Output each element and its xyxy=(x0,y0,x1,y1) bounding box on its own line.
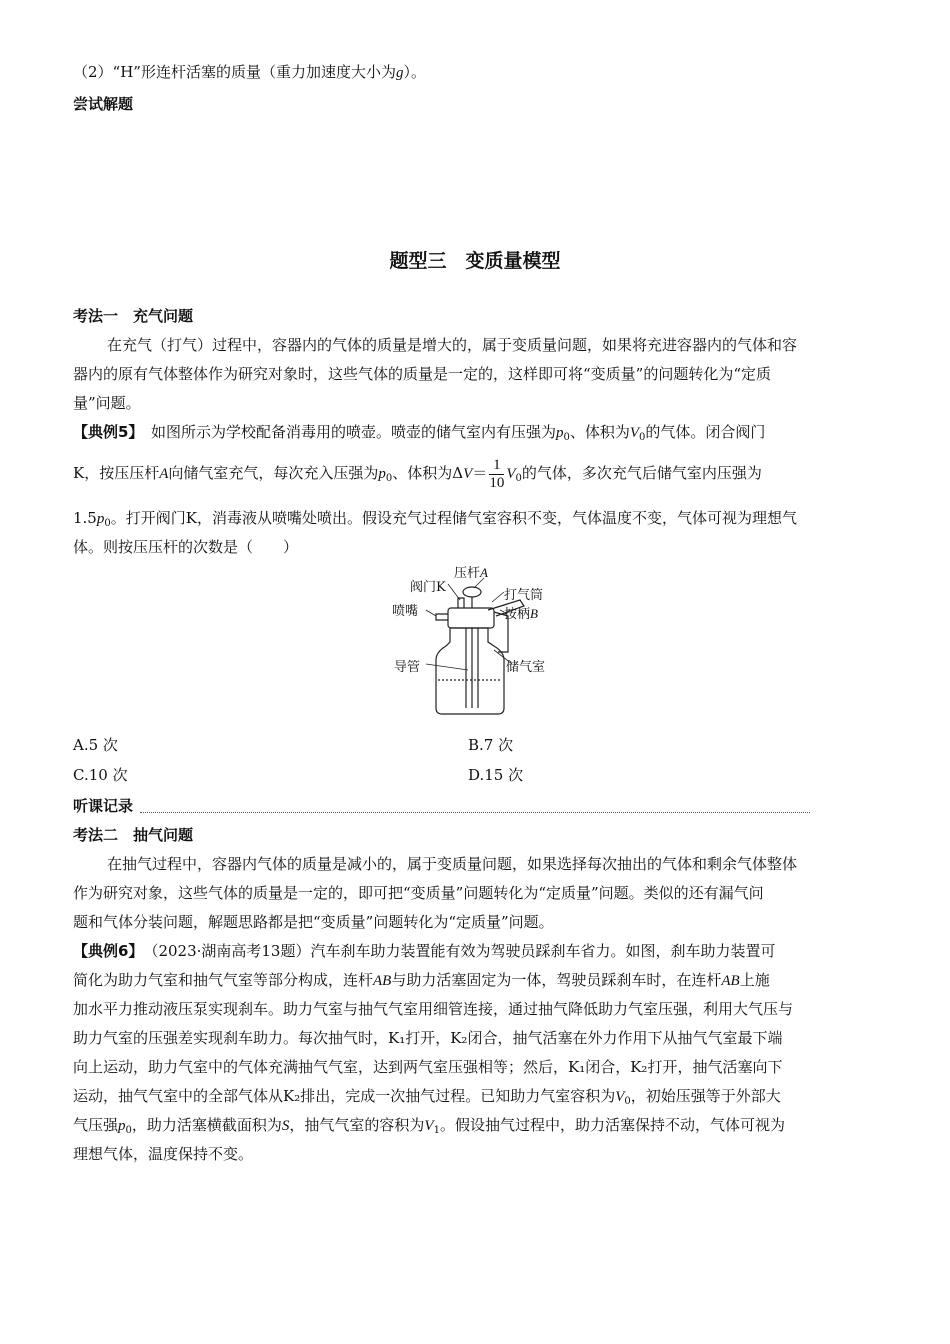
method2-heading: 考法二 抽气问题 xyxy=(73,826,194,844)
option-a[interactable]: A.5 次 xyxy=(73,736,118,754)
example6-line5: 向上运动，助力气室中的气体充满抽气气室，达到两气室压强相等；然后，K₁闭合，K₂打开，抽气活塞向下 xyxy=(73,1058,783,1076)
example5-line2: K，按压压杆A向储气室充气，每次充入压强为$p_0$、体积为ΔV＝ $\frac{1}{10}$ $V_0$的气体，多次充气后储气室内压强为 xyxy=(73,456,762,491)
method1-heading: 考法一 充气问题 xyxy=(73,307,194,325)
example6-line6: 运动，抽气气室中的全部气体从K₂排出，完成一次抽气过程。已知助力气室容积为$V_0$，初始压强等于外部大 xyxy=(73,1087,781,1107)
notes-line[interactable] xyxy=(140,812,810,813)
label-handle: 按柄B xyxy=(504,606,538,622)
method1-para-line1: 在充气（打气）过程中，容器内的气体的质量是增大的，属于变质量问题，如果将充进容器内的气体和容 xyxy=(107,336,798,354)
method1-para-line3: 量”问题。 xyxy=(73,394,141,412)
method2-para-line1: 在抽气过程中，容器内气体的质量是减小的，属于变质量问题，如果选择每次抽出的气体和剩余气体整体 xyxy=(107,855,798,873)
try-solve-label: 尝试解题 xyxy=(73,95,134,113)
example5-tag: 【典例5】 xyxy=(73,423,136,441)
example6-line3: 加水平力推动液压泵实现刹车。助力气室与抽气气室用细管连接，通过抽气降低助力气室压强，利用大气压与 xyxy=(73,1000,794,1018)
question-2: （2）“H”形连杆活塞的质量（重力加速度大小为g）。 xyxy=(73,63,426,81)
method2-para-line2: 作为研究对象，这些气体的质量是一定的，即可把“变质量”问题转化为“定质量”问题。类似的还有漏气问 xyxy=(73,884,764,902)
option-d[interactable]: D.15 次 xyxy=(468,766,524,784)
method1-para-line2: 器内的原有气体整体作为研究对象时，这些气体的质量是一定的，这样即可将“变质量”的问题转化为“定质 xyxy=(73,365,772,383)
sprayer-figure xyxy=(388,560,558,720)
example6-line1: 【典例6】 （2023·湖南高考13题）汽车刹车助力装置能有效为驾驶员踩刹车省力。如图，刹车助力装置可 xyxy=(73,942,776,960)
example5-line1: 【典例5】 如图所示为学校配备消毒用的喷壶。喷壶的储气室内有压强为$p_0$、体积为$V_0$的气体。闭合阀门 xyxy=(73,423,766,443)
notes-label: 听课记录 xyxy=(73,797,134,815)
label-chamber: 储气室 xyxy=(506,660,546,675)
label-valve-k: 阀门K xyxy=(410,580,446,595)
label-tube: 导管 xyxy=(394,660,421,675)
example6-line8: 理想气体，温度保持不变。 xyxy=(73,1145,254,1163)
option-b[interactable]: B.7 次 xyxy=(468,736,514,754)
label-pump: 打气筒 xyxy=(504,588,544,603)
label-nozzle: 喷嘴 xyxy=(392,604,419,619)
example5-line4: 体。则按压压杆的次数是（ ） xyxy=(73,538,299,556)
example5-line3: $1.5p_0$。打开阀门K，消毒液从喷嘴处喷出。假设充气过程储气室容积不变，气体温度不变，气体可视为理想气 xyxy=(73,509,797,529)
example6-tag: 【典例6】 xyxy=(73,942,136,960)
fraction-one-tenth: $\frac{1}{10}$ xyxy=(489,456,505,491)
example6-line2: 简化为助力气室和抽气气室等部分构成，连杆AB与助力活塞固定为一体，驾驶员踩刹车时，在连杆AB上施 xyxy=(73,971,770,989)
method2-para-line3: 题和气体分装问题，解题思路都是把“变质量”问题转化为“定质量”问题。 xyxy=(73,913,554,931)
option-c[interactable]: C.10 次 xyxy=(73,766,128,784)
label-press-rod: 压杆A xyxy=(454,565,488,581)
section-title: 题型三 变质量模型 xyxy=(389,250,561,272)
example6-line4: 助力气室的压强差实现刹车助力。每次抽气时，K₁打开，K₂闭合，抽气活塞在外力作用下从抽气气室最下端 xyxy=(73,1029,783,1047)
example6-line7: 气压强$p_0$，助力活塞横截面积为S，抽气气室的容积为$V_1$。假设抽气过程中，助力活塞保持不动，气体可视为 xyxy=(73,1116,785,1136)
